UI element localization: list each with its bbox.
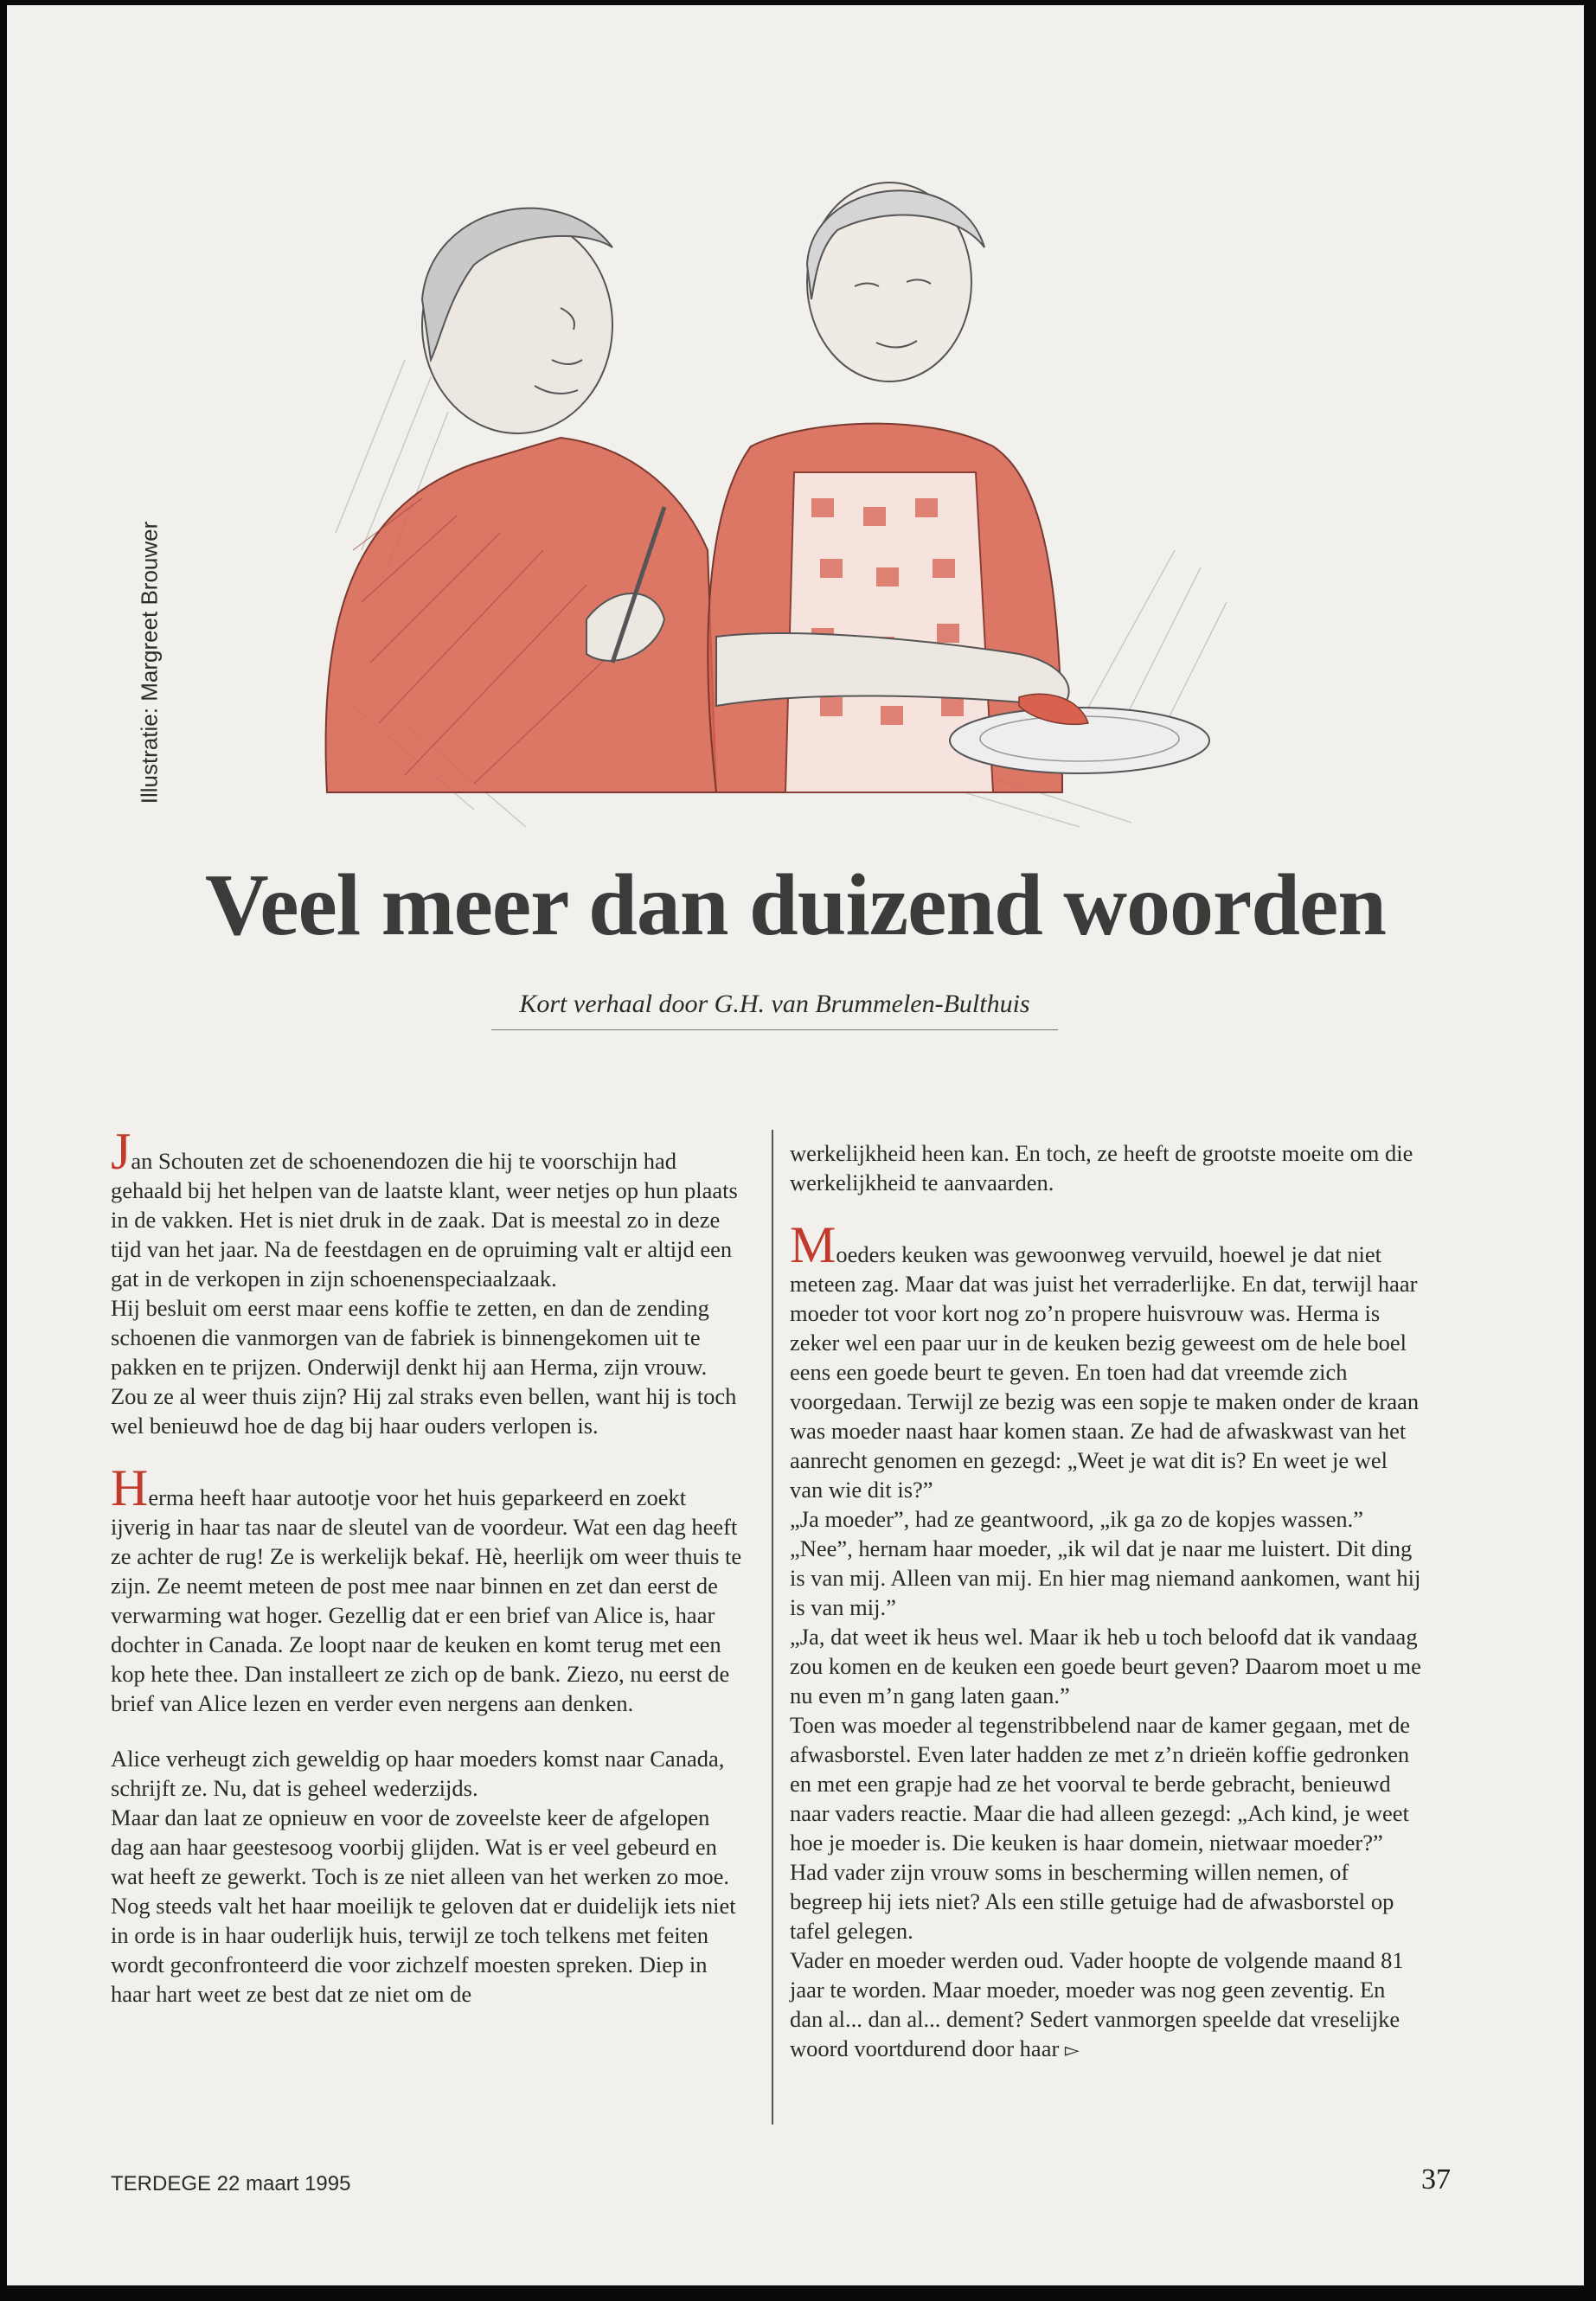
article-column-right (790, 1138, 1421, 2066)
continue-arrow-icon: ▻ (1064, 2040, 1080, 2061)
page-number: 37 (1421, 2163, 1451, 2195)
headline: Veel meer dan duizend woorden (204, 856, 1387, 954)
paragraph: „Ja, dat weet ik heus wel. Maar ik heb u toch beloofd dat ik vandaag zou komen en de keuken een goede beurt geven? Daarom moet u me nu even m’n gang laten gaan.” (790, 1624, 1421, 1708)
illustration (301, 100, 1322, 844)
illustration-credit: Illustratie: Margreet Brouwer (136, 521, 163, 804)
drop-cap: J (111, 1123, 131, 1180)
paragraph: Herma heeft haar autootje voor het huis geparkeerd en zoekt ijverig in haar tas naar de sleutel van de voordeur. Wat een dag heeft ze achter de rug! Ze is werkelijk bekaf. Hè, heerlijk om weer thuis te zijn. Ze neemt meteen de post mee naar binnen en zet dan eerst de verwarming wat hoger. Gezellig dat er een brief van Alice is, haar dochter in Canada. Ze loopt naar de keuken en komt terug met een kop hete thee. Dan installeert ze zich op de bank. Ziezo, nu eerst de brief van Alice lezen en verder even nergens aan denken. (111, 1459, 742, 1716)
paragraph: Alice verheugt zich geweldig op haar moeders komst naar Canada, schrijft ze. Nu, dat is geheel wederzijds. (111, 1746, 725, 1801)
paragraph: Vader en moeder werden oud. Vader hoopte de volgende maand 81 jaar te worden. Maar moeder, moeder was nog geen zeventig. En dan al... dan al... dement? Sedert vanmorgen speelde dat vreselijke woord voortdurend door haar ▻ (790, 1947, 1404, 2061)
magazine-page (7, 5, 1584, 2285)
drop-cap: H (111, 1459, 149, 1516)
paragraph: Jan Schouten zet de schoenendozen die hij te voorschijn had gehaald bij het helpen van de laatste klant, weer netjes op hun plaats in de vakken. Het is niet druk in de zaak. Dat is meestal zo in deze tijd van het jaar. Na de feestdagen en de opruiming valt er altijd een gat in de verkopen in zijn schoenenspeciaalzaak. (111, 1123, 738, 1292)
paragraph: werkelijkheid heen kan. En toch, ze heeft de grootste moeite om die werkelijkheid te aanvaarden. (790, 1140, 1413, 1195)
paragraph: Hij besluit om eerst maar eens koffie te zetten, en dan de zending schoenen die vanmorgen van de fabriek is binnengekomen uit te pakken en te prijzen. Onderwijl denkt hij aan Herma, zijn vrouw. Zou ze al weer thuis zijn? Hij zal straks even bellen, want hij is toch wel benieuwd hoe de dag bij haar ouders verlopen is. (111, 1295, 737, 1439)
article-column-left (111, 1123, 747, 2009)
paragraph: Maar dan laat ze opnieuw en voor de zoveelste keer de afgelopen dag aan haar geestesoog voorbij glijden. Wat is er veel gebeurd en wat heeft ze gewerkt. Toch is ze niet alleen van het werken zo moe. Nog steeds valt het haar moeilijk te geloven dat er duidelijk iets niet in orde is in haar ouderlijk huis, terwijl ze toch telkens met feiten wordt geconfronteerd die voor zichzelf moesten spreken. Diep in haar hart weet ze best dat ze niet om de (111, 1804, 736, 2007)
footer-publication: TERDEGE 22 maart 1995 (111, 2172, 351, 2195)
drop-cap: M (790, 1216, 836, 1273)
paragraph: Toen was moeder al tegenstribbelend naar de kamer gegaan, met de afwasborstel. Even later hadden ze met z’n drieën koffie gedronken en met een grapje had ze het voorval te berde gebracht, benieuwd naar vaders reactie. Maar die had alleen gezegd: „Ach kind, je weet hoe je moeder is. Die keuken is haar domein, nietwaar moeder?” Had vader zijn vrouw soms in bescherming willen nemen, of begreep hij iets niet? Als een stille getuige had de afwasborstel op tafel gelegen. (790, 1712, 1411, 1944)
paragraph: Moeders keuken was gewoonweg vervuild, hoewel je dat niet meteen zag. Maar dat was juist het verraderlijke. En dat, terwijl haar moeder tot voor kort nog zo’n propere huisvrouw was. Herma is zeker wel een paar uur in de keuken bezig geweest om de hele boel eens een goede beurt te geven. En toen had dat vreemde zich voorgedaan. Terwijl ze bezig was een sopje te maken onder de kraan was moeder naast haar komen staan. Ze had de afwaskwast van het aanrecht genomen en gezegd: „Weet je wat dit is? En weet je wel van wie dit is?” (790, 1216, 1420, 1503)
byline: Kort verhaal door G.H. van Brummelen-Bulthuis (491, 990, 1058, 1030)
paragraph: „Ja moeder”, had ze geantwoord, „ik ga zo de kopjes wassen.” (790, 1506, 1363, 1532)
column-divider (772, 1130, 773, 2125)
paragraph: „Nee”, hernam haar moeder, „ik wil dat je naar me luistert. Dit ding is van mij. Alleen van mij. En hier mag niemand aankomen, want hij is van mij.” (790, 1535, 1421, 1620)
